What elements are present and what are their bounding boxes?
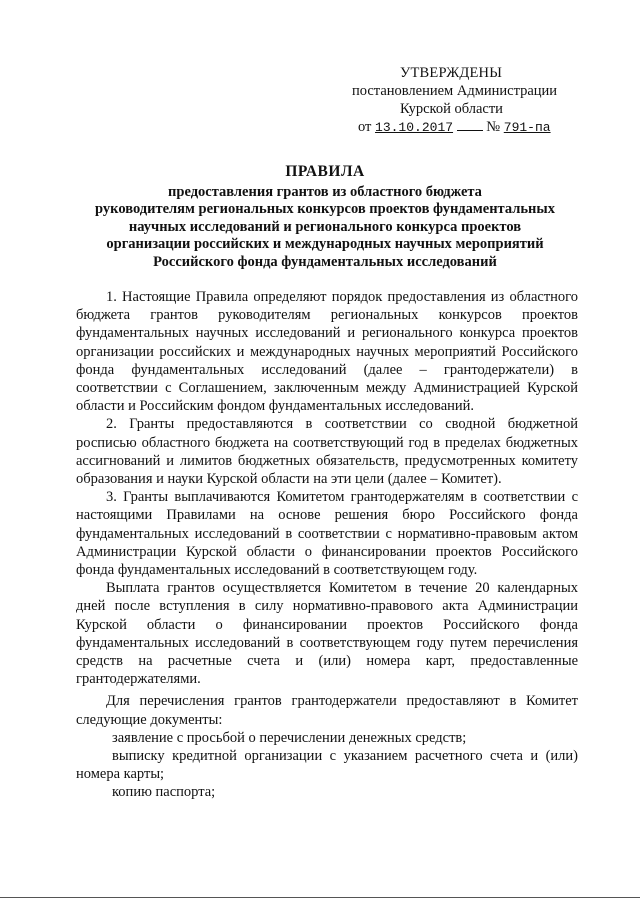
title-line: руководителям региональных конкурсов проектов фундаментальных <box>95 201 555 217</box>
title-line: организации российских и международных научных мероприятий <box>106 236 544 252</box>
title-line: Российского фонда фундаментальных исследований <box>153 253 497 270</box>
date-prefix: от <box>358 119 372 135</box>
paragraph-3: 3. Гранты выплачиваются Комитетом грантодержателям в соответствии с настоящими Правилами на основе решения бюро Российского фонда фундаментальных исследований в соответствии с нормативно-правовым актом Администрации Курской области о финансировании проектов Российского фонда фундаментальных исследований в соответствующем году. <box>76 489 578 579</box>
paragraph-documents-intro: Для перечисления грантов грантодержатели предоставляют в Комитет следующие документы: <box>76 693 578 728</box>
title-line: научных исследований и регионального конкурса проектов <box>128 218 522 235</box>
approval-date-number <box>330 118 570 137</box>
approval-date: 13.10.2017 <box>375 120 454 135</box>
paragraph-1: 1. Настоящие Правила определяют порядок предоставления из областного бюджета грантов руководителям региональных конкурсов проектов фундаментальных научных исследований и регионального конкурса проектов организации российских и международных научных мероприятий Российского фонда фундаментальных исследований (далее – грантодержатели) в соответствии с Соглашением, заключенным между Администрацией Курской области и Российским фондом фундаментальных исследований. <box>76 289 578 415</box>
document-list-item: заявление с просьбой о перечислении денежных средств; <box>112 729 467 746</box>
approval-region: Курской области <box>400 101 503 117</box>
approval-title: УТВЕРЖДЕНЫ <box>400 65 503 81</box>
document-list-item: выписку кредитной организации с указанием расчетного счета и (или) номера карты; <box>76 748 578 783</box>
paragraph-payment: Выплата грантов осуществляется Комитетом в течение 20 календарных дней после вступления в силу нормативно-правового акта Администрации Курской области о финансировании проектов Российского фонда фундаментальных исследований в соответствующем году путем перечисления средств на расчетные счета и (или) номера карт, предоставленные грантодержателями. <box>76 580 578 688</box>
approval-stamp <box>330 64 570 137</box>
approval-number: 791-па <box>503 120 551 135</box>
scan-edge-line <box>0 897 640 898</box>
paragraph-2: 2. Гранты предоставляются в соответствии со сводной бюджетной росписью областного бюджета на соответствующий год в пределах бюджетных ассигнований и лимитов бюджетных обязательств, предусмотренных комитету образования и науки Курской области на эти цели (далее – Комитет). <box>76 416 578 488</box>
document-title <box>60 163 590 271</box>
title-line: предоставления грантов из областного бюджета <box>168 183 482 200</box>
approval-resolution: постановлением Администрации <box>352 83 558 99</box>
document-body <box>76 288 578 802</box>
title-heading: ПРАВИЛА <box>285 163 365 180</box>
number-prefix: № <box>486 119 501 135</box>
document-list-item: копию паспорта; <box>112 784 216 801</box>
